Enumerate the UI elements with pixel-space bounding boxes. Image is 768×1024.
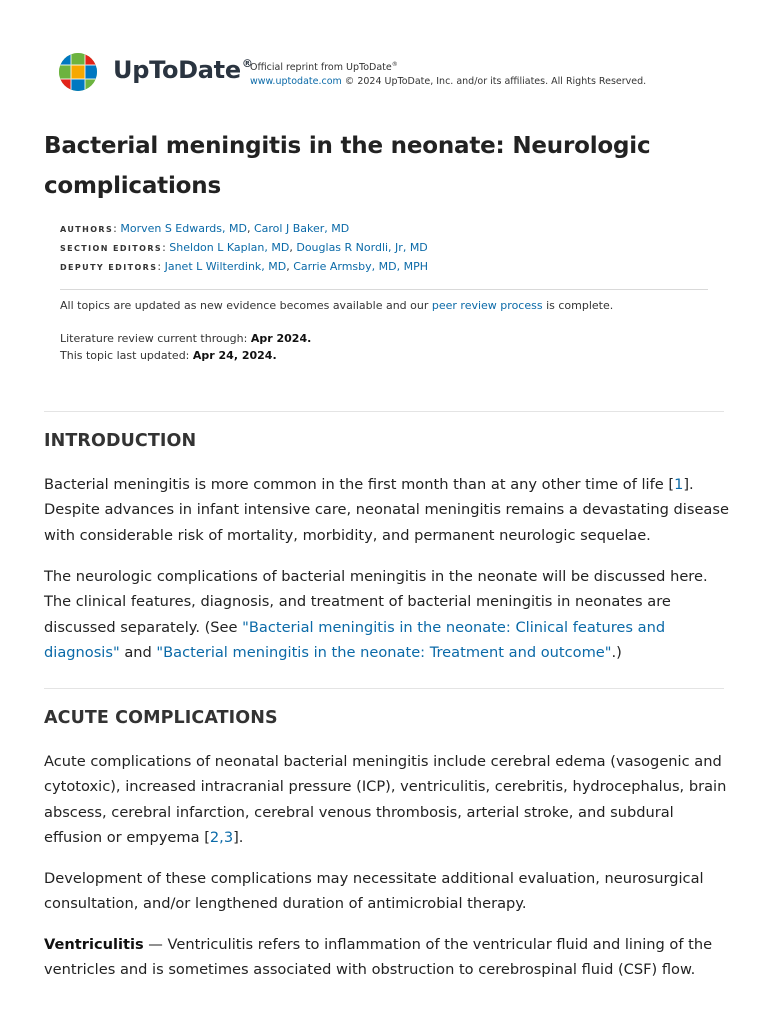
bylines [60,220,428,277]
topic-link-clinical-features[interactable]: "Bacterial meningitis in the neonate: Clinical features and diagnosis" [44,618,666,661]
literature-review-date: Literature review current through: Apr 2024. [60,332,312,345]
uptodate-url-link[interactable]: www.uptodate.com [250,76,342,88]
ventriculitis-paragraph: Ventriculitis — Ventriculitis refers to inflammation of the ventricular fluid and lining of the ventricles and is sometimes associated with obstruction to cerebrospinal fluid (CSF) flow. [44,936,713,979]
deputy-editors-line: DEPUTY EDITORS: Janet L Wilterdink, MD, Carrie Armsby, MD, MPH [60,260,428,273]
topic-link-treatment-outcome[interactable]: "Bacterial meningitis in the neonate: Treatment and outcome" [156,643,612,661]
divider [60,289,708,290]
deputy-editor-link[interactable]: Carrie Armsby, MD, MPH [293,260,428,273]
reference-link[interactable]: 1 [674,476,684,493]
intro-paragraph-1: Bacterial meningitis is more common in the first month than at any other time of life [1]. Despite advances in infant intensive care, neonatal meningitis remains a devastating disease with considerable risk of mortality, morbidity, and permanent neurologic sequelae. [44,476,729,544]
author-link[interactable]: Carol J Baker, MD [253,222,350,235]
last-updated-date: This topic last updated: Apr 24, 2024. [60,349,277,362]
authors-line: AUTHORS: Morven S Edwards, MD, Carol J Baker, MD [60,222,350,235]
deputy-editor-link[interactable]: Janet L Wilterdink, MD [164,260,287,273]
uptodate-globe-logo-icon [58,52,98,92]
reprint-notice: Official reprint from UpToDate® www.uptodate.com © 2024 UpToDate, Inc. and/or its affiliates. All Rights Reserved. [250,61,647,88]
peer-review-link[interactable]: peer review process [431,299,543,312]
intro-paragraph-2: The neurologic complications of bacterial meningitis in the neonate will be discussed here. The clinical features, diagnosis, and treatment of bacterial meningitis in neonates are discussed separately. (See "Bacterial meningitis in the neonate: Clinical features and diagnosis" and "Bacterial meningitis in the neonate: Treatment and outcome".) [44,568,708,661]
subheading-ventriculitis: Ventriculitis [44,936,144,953]
section-editor-link[interactable]: Douglas R Nordli, Jr, MD [296,241,428,254]
author-link[interactable]: Morven S Edwards, MD [120,222,247,235]
reference-link[interactable]: 2,3 [209,828,234,846]
acute-paragraph-2: Development of these complications may necessitate additional evaluation, neurosurgical consultation, and/or lengthened duration of antimicrobial therapy. [44,870,704,913]
reprint-header [58,52,738,96]
section-heading-introduction: INTRODUCTION [44,431,197,451]
section-divider [44,688,724,689]
acute-paragraph-1: Acute complications of neonatal bacterial meningitis include cerebral edema (vasogenic and cytotoxic), increased intracranial pressure (ICP), ventriculitis, cerebritis, hydrocephalus, brain abscess, cerebral infarction, cerebral venous thrombosis, arterial stroke, and subdural effusion or empyema [2,3]. [44,753,727,846]
uptodate-wordmark: UpToDate® [113,56,253,84]
section-editor-link[interactable]: Sheldon L Kaplan, MD [169,241,290,254]
section-divider [44,411,724,412]
section-editors-line: SECTION EDITORS: Sheldon L Kaplan, MD, Douglas R Nordli, Jr, MD [60,241,428,254]
page-title: Bacterial meningitis in the neonate: Neurologic complications [44,133,651,199]
update-policy-note: All topics are updated as new evidence becomes available and our peer review process is complete. [60,299,614,312]
section-heading-acute-complications: ACUTE COMPLICATIONS [44,708,278,728]
